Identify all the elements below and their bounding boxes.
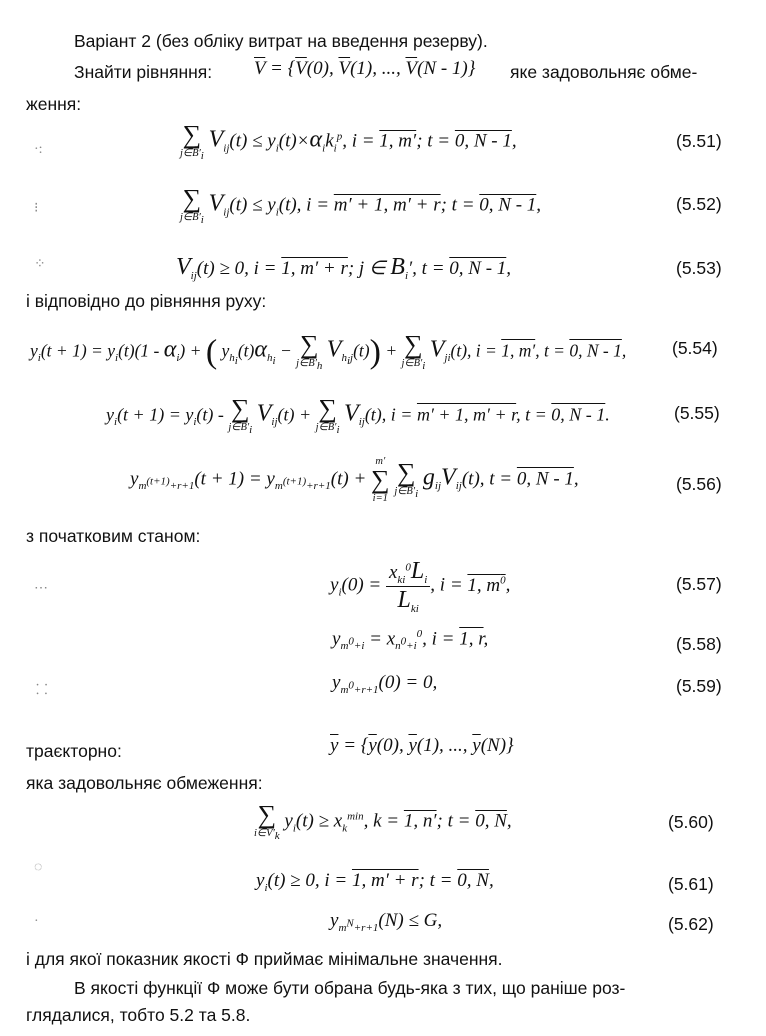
scan-artifact-2: ⁝ bbox=[34, 201, 39, 216]
paragraph-find-equation-suffix: яке задовольняє обме- bbox=[510, 62, 698, 82]
paragraph-trajectory: траєкторно: bbox=[26, 741, 122, 761]
equation-number-5-53: (5.53) bbox=[676, 258, 722, 278]
scan-artifact-5: ⸬ bbox=[36, 683, 48, 698]
scan-artifact-3: ⁘ bbox=[34, 257, 46, 272]
equation-5-57: $y_i(0)$ = $\frac{x_{ki}^0L_i}{L_{ki}}$ , i = 1, $m^0$, bbox=[330, 558, 511, 615]
equation-5-58: $y_{m^0+i} = x_{n^0+i}^0$, i = 1, r, bbox=[332, 628, 489, 653]
scan-artifact-6: ◌ bbox=[34, 860, 43, 875]
equation-vector-v: $\overline{V} = \{\overline{V}(0)$, $\overline{V}(1)$, ..., $\overline{V}(N - 1)$} bbox=[254, 58, 476, 79]
equation-5-52: ∑ $j\in B'_i$ $V_{ij}(t) \le y_i(t)$, i = m′ + 1, m′ + r; t = 0, N - 1, bbox=[180, 184, 542, 227]
paragraph-function-choice-line-2: глядалися, тобто 5.2 та 5.8. bbox=[26, 1005, 251, 1025]
equation-number-5-54: (5.54) bbox=[672, 338, 718, 358]
equation-5-56: $y_{m^{(t+1)}+r+1}(t + 1) = y_{m^{(t+1)}+r+1}(t)$ + m′ ∑ i=1 ∑ $j\in B'_i$ $g_{ij}V_{ij}(t)$, t = 0, N - 1, bbox=[130, 456, 579, 505]
equation-number-5-52: (5.52) bbox=[676, 194, 722, 214]
scan-artifact-1: ·: bbox=[34, 142, 43, 157]
paragraph-find-equation-prefix: Знайти рівняння: bbox=[74, 62, 213, 82]
equation-number-5-51: (5.51) bbox=[676, 131, 722, 151]
equation-number-5-61: (5.61) bbox=[668, 874, 714, 894]
equation-number-5-57: (5.57) bbox=[676, 574, 722, 594]
equation-5-61: $y_i(t) \ge 0$, i = 1, m′ + r; t = 0, N, bbox=[256, 870, 494, 894]
scan-artifact-7: · bbox=[34, 914, 39, 929]
scan-artifact-4: ⋯ bbox=[34, 581, 48, 596]
equation-5-59: $y_{m^0+r+1}(0) = 0$, bbox=[332, 672, 438, 696]
equation-number-5-55: (5.55) bbox=[674, 403, 720, 423]
paragraph-satisfies-constraints: яка задовольняє обмеження: bbox=[26, 773, 263, 793]
equation-number-5-58: (5.58) bbox=[676, 634, 722, 654]
equation-5-62: $y_{m^N+r+1}(N) \le G$, bbox=[330, 910, 443, 934]
paragraph-variant-2: Варіант 2 (без обліку витрат на введення резерву). bbox=[74, 31, 488, 51]
equation-number-5-59: (5.59) bbox=[676, 676, 722, 696]
paragraph-function-choice-line-1: В якості функції Ф може бути обрана будь-яка з тих, що раніше роз- bbox=[74, 978, 626, 998]
paragraph-initial-state: з початковим станом: bbox=[26, 526, 201, 546]
equation-number-5-60: (5.60) bbox=[668, 812, 714, 832]
equation-number-5-56: (5.56) bbox=[676, 474, 722, 494]
equation-5-55: $y_i(t + 1) = y_i(t)$ - ∑ $j\in B'_i$ $V_{ij}(t)$ + ∑ $j\in B'_i$ $V_{ij}(t)$, i = m′ + 1, m′ + r, t = 0, N - 1. bbox=[106, 394, 610, 437]
equation-5-54: $y_i(t + 1) = y_i(t)(1 - \alpha_i)$ + ( $y_{h_i}(t)\alpha_{h_i}$ − ∑ $j\in B'_h$ $V_{h_ij}(t)$) + ∑ $j\in B'_i$ $V_{ji}(t)$, i = 1, m′, t = 0, N - 1, bbox=[30, 330, 627, 373]
equation-number-5-62: (5.62) bbox=[668, 914, 714, 934]
paragraph-motion-equation: і відповідно до рівняння руху: bbox=[26, 291, 267, 311]
equation-trajectory-y: $\overline{y} = \{\overline{y}(0)$, $\overline{y}(1)$, ..., $\overline{y}(N)$} bbox=[330, 735, 514, 756]
paragraph-find-equation-cont: ження: bbox=[26, 94, 82, 114]
paragraph-quality-index: і для якої показник якості Ф приймає мінімальне значення. bbox=[26, 949, 503, 969]
equation-5-51: ∑ $j\in B'_i$ $V_{ij}(t) \le y_i(t)\times\alpha_ik_i^p$, i = 1, m′; t = 0, N - 1, bbox=[180, 120, 517, 163]
equation-5-53: $V_{ij}(t) \ge 0$, i = 1, m′ + r; j ∈ $B_i'$, t = 0, N - 1, bbox=[176, 254, 512, 282]
equation-5-60: ∑ $i\in V'_k$ $y_i(t) \ge x_k^{min}$, k = 1, n′; t = 0, N, bbox=[254, 800, 512, 843]
